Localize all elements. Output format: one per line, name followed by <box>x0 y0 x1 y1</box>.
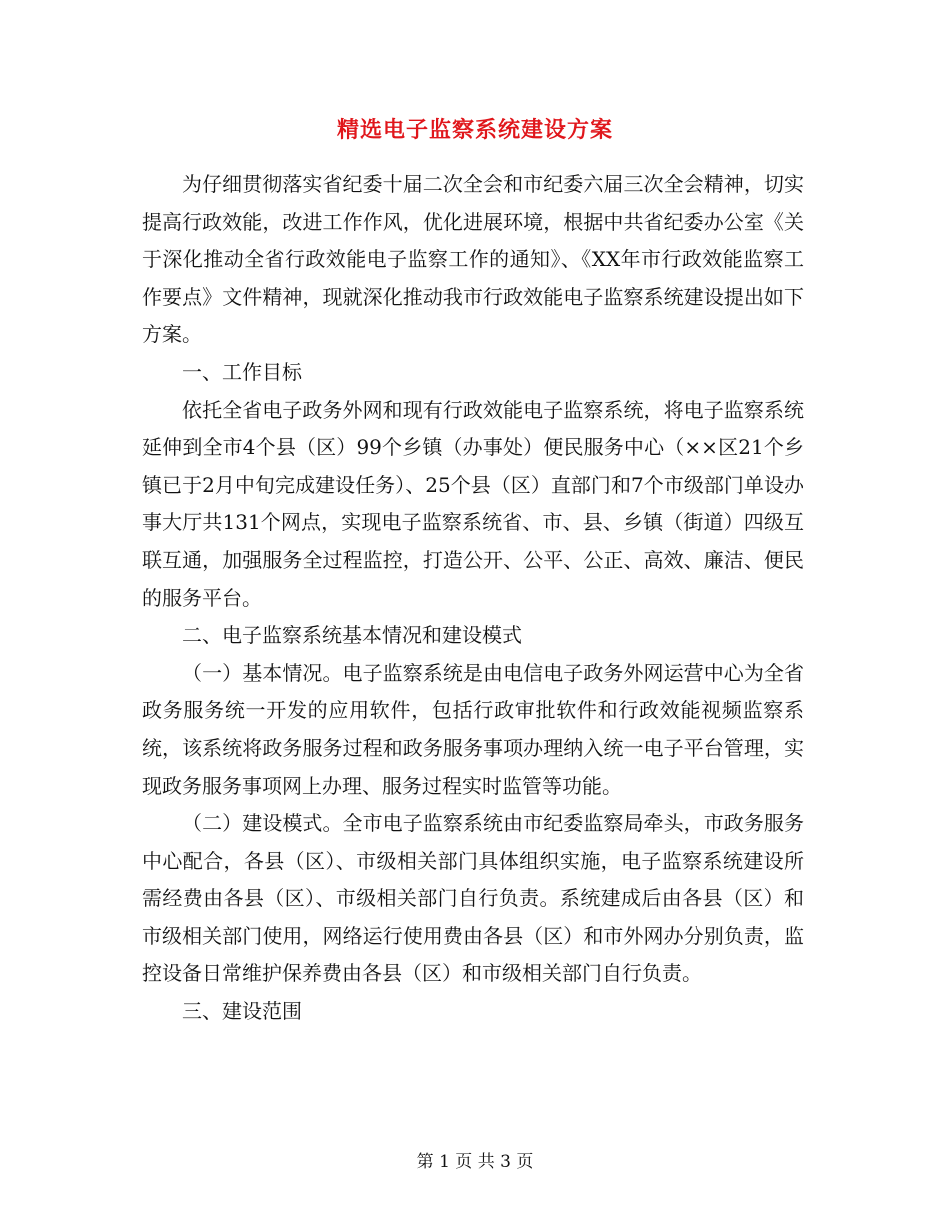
heading-construction-scope: 三、建设范围 <box>182 999 302 1024</box>
document-title: 精选电子监察系统建设方案 <box>336 117 613 143</box>
heading-system-overview: 二、电子监察系统基本情况和建设模式 <box>182 623 522 648</box>
heading-work-goals: 一、工作目标 <box>182 359 302 384</box>
document-body <box>142 166 804 1031</box>
paragraph-construction-mode: （二）建设模式。全市电子监察系统由市纪委监察局牵头，市政务服务中心配合，各县（区）、市级相关部门具体组织实施，电子监察系统建设所需经费由各县（区）、市级相关部门自行负责。系统建成后由各县（区）和市级相关部门使用，网络运行使用费由各县（区）和市外网办分别负责，监控设备日常维护保养费由各县（区）和市级相关部门自行负责。 <box>142 811 804 986</box>
paragraph-intro: 为仔细贯彻落实省纪委十届二次全会和市纪委六届三次全会精神，切实提高行政效能，改进工作作风，优化进展环境，根据中共省纪委办公室《关于深化推动全省行政效能电子监察工作的通知》、《XX年市行政效能监察工作要点》文件精神，现就深化推动我市行政效能电子监察系统建设提出如下方案。 <box>142 172 804 347</box>
page-number-footer: 第 1 页 共 3 页 <box>416 1152 534 1172</box>
paragraph-work-goals: 依托全省电子政务外网和现有行政效能电子监察系统，将电子监察系统延伸到全市4个县（区）99个乡镇（办事处）便民服务中心（××区21个乡镇已于2月中旬完成建设任务）、25个县（区）直部门和7个市级部门单设办事大厅共131个网点，实现电子监察系统省、市、县、乡镇（街道）四级互联互通，加强服务全过程监控，打造公开、公平、公正、高效、廉洁、便民的服务平台。 <box>142 397 804 610</box>
paragraph-basic-situation: （一）基本情况。电子监察系统是由电信电子政务外网运营中心为全省政务服务统一开发的应用软件，包括行政审批软件和行政效能视频监察系统，该系统将政务服务过程和政务服务事项办理纳入统一电子平台管理，实现政务服务事项网上办理、服务过程实时监管等功能。 <box>142 660 804 798</box>
